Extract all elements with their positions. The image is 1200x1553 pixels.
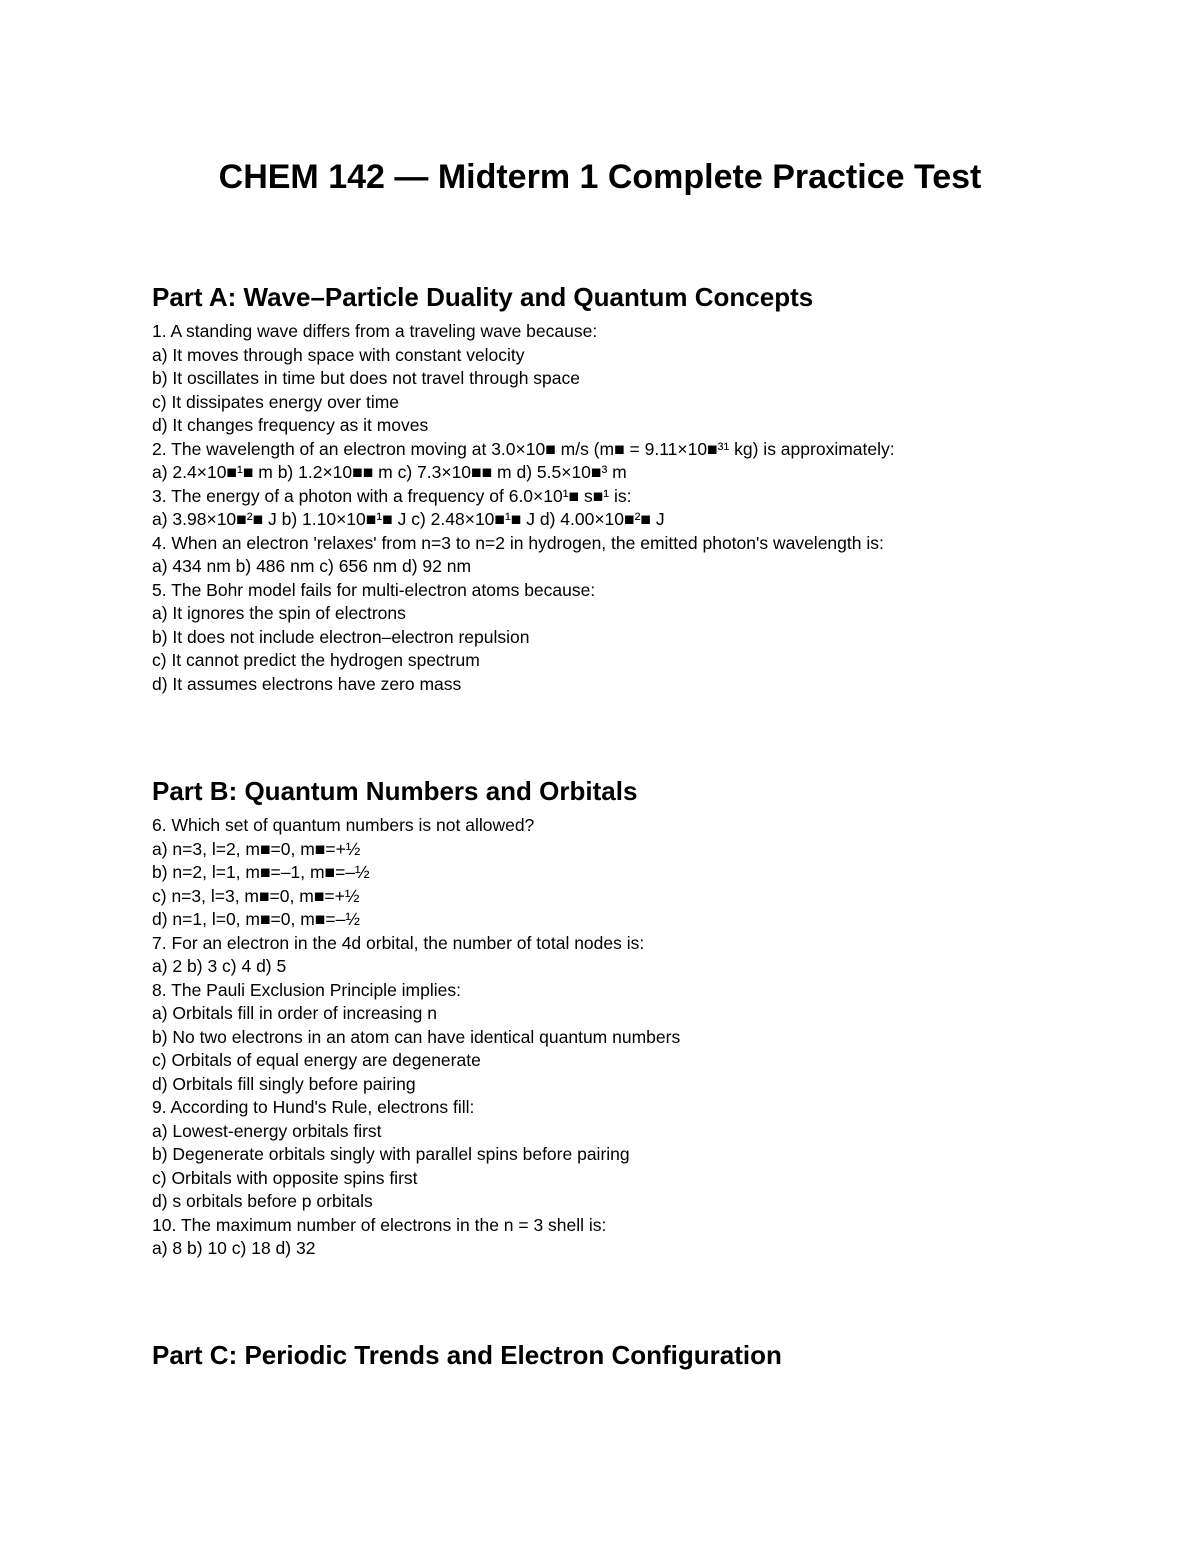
question-line: 5. The Bohr model fails for multi-electron atoms because: xyxy=(152,579,596,600)
question-line: 4. When an electron 'relaxes' from n=3 to n=2 in hydrogen, the emitted photon's wavelength is: xyxy=(152,532,884,553)
answer-option: a) It ignores the spin of electrons xyxy=(152,603,406,623)
answer-options: a) 2.4×10■¹■ m b) 1.2×10■■ m c) 7.3×10■■ m d) 5.5×10■³ m xyxy=(152,462,627,482)
section-part-b xyxy=(152,774,1152,1261)
answer-option: b) n=2, l=1, m■=–1, m■=–½ xyxy=(152,862,370,882)
answer-options: a) 434 nm b) 486 nm c) 656 nm d) 92 nm xyxy=(152,556,472,576)
answer-options: a) 2 b) 3 c) 4 d) 5 xyxy=(152,956,287,976)
answer-option: d) s orbitals before p orbitals xyxy=(152,1191,373,1211)
question-line: 2. The wavelength of an electron moving at 3.0×10■ m/s (m■ = 9.11×10■³¹ kg) is approximately: xyxy=(152,438,895,459)
section-heading: Part C: Periodic Trends and Electron Configuration xyxy=(152,1340,782,1370)
question-line: 7. For an electron in the 4d orbital, the number of total nodes is: xyxy=(152,932,645,953)
answer-option: b) No two electrons in an atom can have identical quantum numbers xyxy=(152,1026,681,1047)
answer-option: c) n=3, l=3, m■=0, m■=+½ xyxy=(152,885,360,906)
section-part-c xyxy=(152,1338,1152,1378)
answer-option: d) n=1, l=0, m■=0, m■=–½ xyxy=(152,909,360,929)
section-heading: Part A: Wave–Particle Duality and Quantum Concepts xyxy=(152,282,814,312)
answer-option: b) It does not include electron–electron repulsion xyxy=(152,626,530,647)
answer-option: b) It oscillates in time but does not travel through space xyxy=(152,368,581,388)
answer-option: c) Orbitals with opposite spins first xyxy=(152,1167,418,1188)
answer-option: b) Degenerate orbitals singly with parallel spins before pairing xyxy=(152,1144,630,1164)
question-line: 1. A standing wave differs from a traveling wave because: xyxy=(152,321,598,341)
answer-option: d) Orbitals fill singly before pairing xyxy=(152,1073,416,1094)
question-line: 8. The Pauli Exclusion Principle implies: xyxy=(152,979,461,1000)
answer-options: a) 3.98×10■²■ J b) 1.10×10■¹■ J c) 2.48×10■¹■ J d) 4.00×10■²■ J xyxy=(152,509,665,529)
answer-option: a) Lowest-energy orbitals first xyxy=(152,1120,382,1141)
answer-option: a) It moves through space with constant velocity xyxy=(152,344,525,365)
question-line: 6. Which set of quantum numbers is not allowed? xyxy=(152,815,535,835)
section-heading: Part B: Quantum Numbers and Orbitals xyxy=(152,776,638,806)
document-title: CHEM 142 — Midterm 1 Complete Practice Test xyxy=(218,158,982,196)
question-line: 9. According to Hund's Rule, electrons fill: xyxy=(152,1097,475,1117)
answer-option: c) Orbitals of equal energy are degenerate xyxy=(152,1050,481,1070)
answer-option: a) Orbitals fill in order of increasing n xyxy=(152,1003,437,1023)
question-line: 10. The maximum number of electrons in the n = 3 shell is: xyxy=(152,1214,607,1235)
section-part-a xyxy=(152,280,1152,696)
answer-options: a) 8 b) 10 c) 18 d) 32 xyxy=(152,1238,316,1258)
answer-option: c) It dissipates energy over time xyxy=(152,391,400,412)
answer-option: d) It changes frequency as it moves xyxy=(152,415,429,435)
answer-option: d) It assumes electrons have zero mass xyxy=(152,673,462,694)
question-line: 3. The energy of a photon with a frequency of 6.0×10¹■ s■¹ is: xyxy=(152,485,632,506)
answer-option: c) It cannot predict the hydrogen spectrum xyxy=(152,650,480,670)
answer-option: a) n=3, l=2, m■=0, m■=+½ xyxy=(152,838,361,859)
